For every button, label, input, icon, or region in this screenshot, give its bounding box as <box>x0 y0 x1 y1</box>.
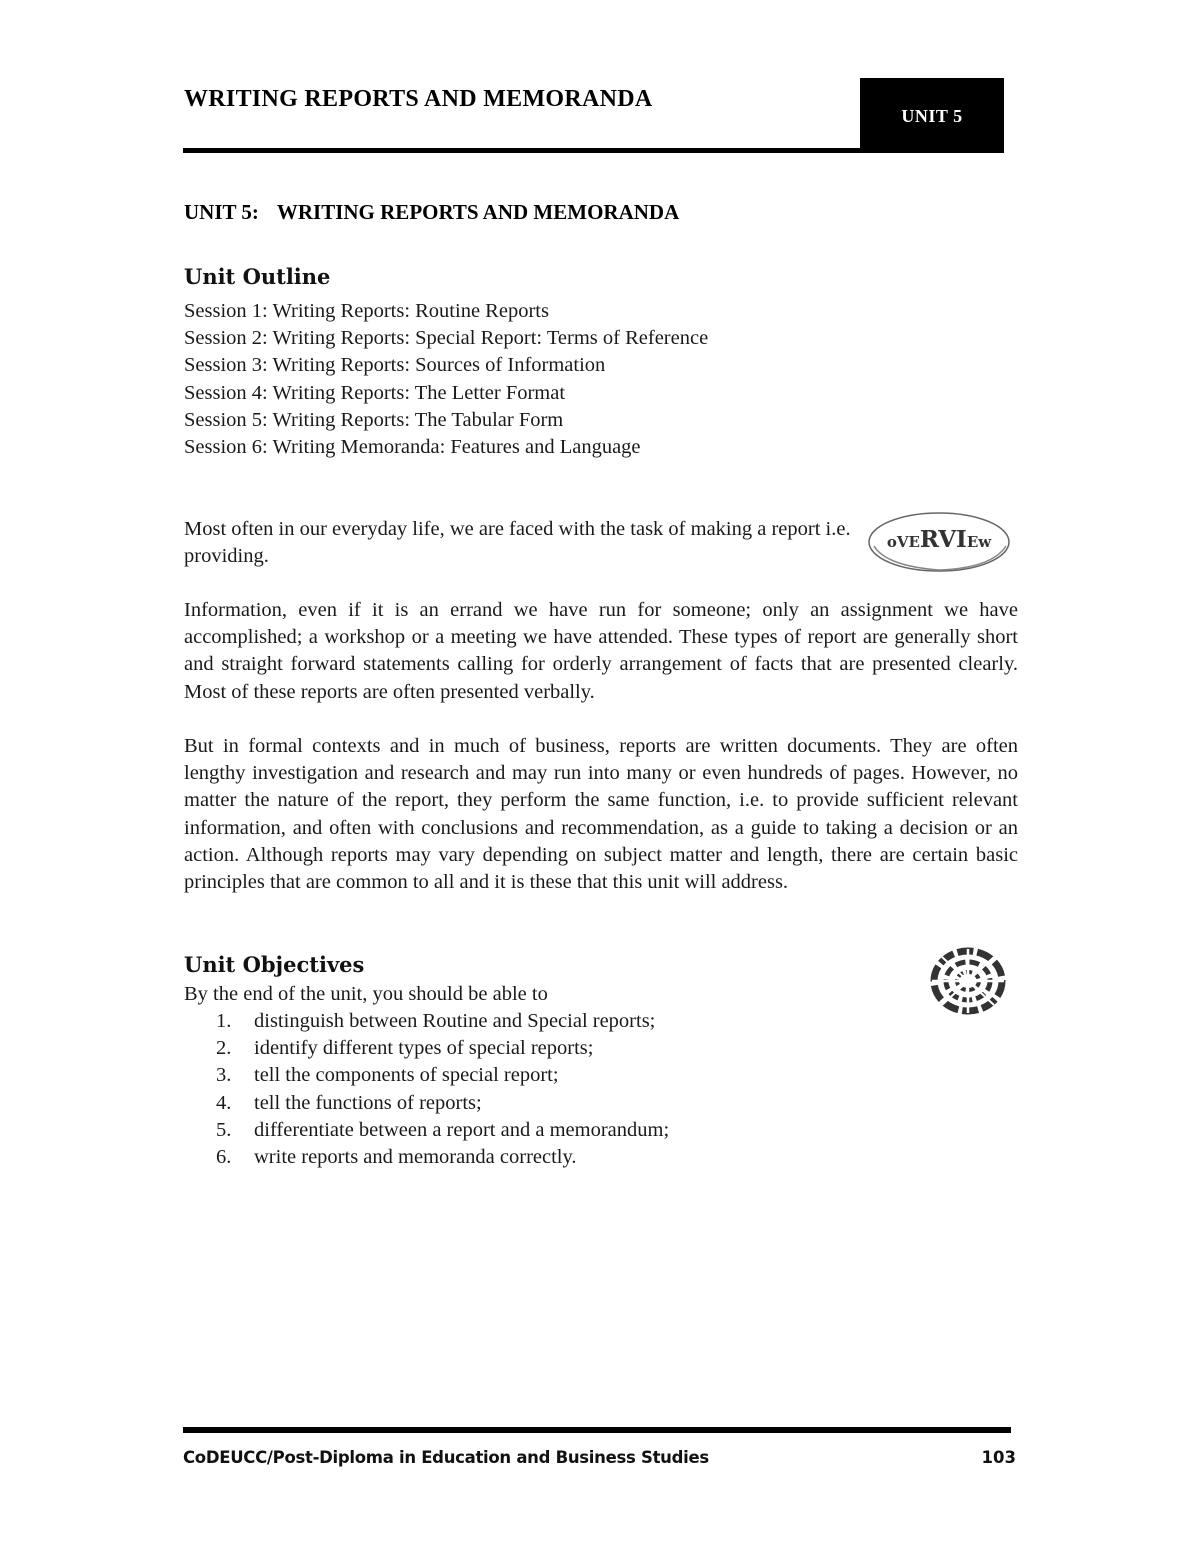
objective-text: tell the components of special report; <box>254 1064 559 1087</box>
objectives-heading: Unit Objectives <box>184 952 365 977</box>
objective-text: differentiate between a report and a memorandum; <box>254 1118 670 1141</box>
outline-item: Session 2: Writing Reports: Special Report: Terms of Reference <box>184 327 709 350</box>
objective-text: distinguish between Routine and Special reports; <box>254 1010 656 1032</box>
objective-number: 6. <box>216 1145 232 1168</box>
outline-list <box>184 298 708 461</box>
outline-item: Session 6: Writing Memoranda: Features and Language <box>184 435 641 458</box>
page-title <box>184 200 679 225</box>
objectives-list <box>216 1008 669 1171</box>
outline-item: Session 4: Writing Reports: The Letter Format <box>184 381 566 404</box>
objective-number: 1. <box>216 1010 232 1032</box>
objective-item <box>216 1144 669 1171</box>
objective-item <box>216 1035 669 1062</box>
objective-number: 3. <box>216 1064 232 1087</box>
overview-paragraph-3: But in formal contexts and in much of business, reports are written documents. They are often lengthy investigation and research and may run into many or even hundreds of pages. However, no matter the nature of the report, they perform the same function, i.e. to provide sufficient relevant information, and often with conclusions and recommendation, as a guide to taking a decision or an action. Although reports may vary depending on subject matter and length, there are certain basic principles that are common to all and it is these that this unit will address. <box>184 735 1018 894</box>
target-icon <box>928 945 1008 1017</box>
overview-paragraph-1: Most often in our everyday life, we are faced with the task of making a report i.e. providing. <box>184 518 851 568</box>
objective-text: write reports and memoranda correctly. <box>254 1145 577 1168</box>
objective-number: 2. <box>216 1037 232 1060</box>
objective-item <box>216 1062 669 1089</box>
page-title-unit: UNIT 5: <box>184 200 259 224</box>
footer-text: CoDEUCC/Post-Diploma in Education and Business Studies <box>183 1448 709 1467</box>
outline-item: Session 1: Writing Reports: Routine Reports <box>184 300 549 322</box>
overview-badge-part: Ew <box>966 533 992 551</box>
page-title-text: WRITING REPORTS AND MEMORANDA <box>276 200 680 224</box>
objective-number: 4. <box>216 1091 232 1114</box>
objectives-intro: By the end of the unit, you should be able to <box>184 983 548 1005</box>
objective-number: 5. <box>216 1118 232 1141</box>
overview-badge-part: oVE <box>886 533 920 551</box>
outline-item: Session 3: Writing Reports: Sources of Information <box>184 354 606 377</box>
unit-badge: UNIT 5 <box>860 78 1004 153</box>
objective-text: tell the functions of reports; <box>254 1091 482 1114</box>
objective-item <box>216 1008 669 1035</box>
objective-text: identify different types of special reports; <box>254 1037 594 1060</box>
running-header-title: WRITING REPORTS AND MEMORANDA <box>184 86 653 112</box>
overview-badge-label <box>866 526 1012 553</box>
overview-paragraph-2: Information, even if it is an errand we have run for someone; only an assignment we have accomplished; a workshop or a meeting we have attended. These types of report are generally short and straight forward statements calling for orderly arrangement of facts that are presented clearly. Most of these reports are often presented verbally. <box>184 599 1018 703</box>
outline-heading: Unit Outline <box>184 264 331 289</box>
objective-item <box>216 1090 669 1117</box>
outline-item: Session 5: Writing Reports: The Tabular Form <box>184 408 564 431</box>
page-number: 103 <box>981 1448 1016 1467</box>
footer-divider <box>183 1427 1011 1433</box>
overview-badge-part: RVI <box>919 526 967 553</box>
objective-item <box>216 1117 669 1144</box>
header-divider <box>183 148 1003 153</box>
